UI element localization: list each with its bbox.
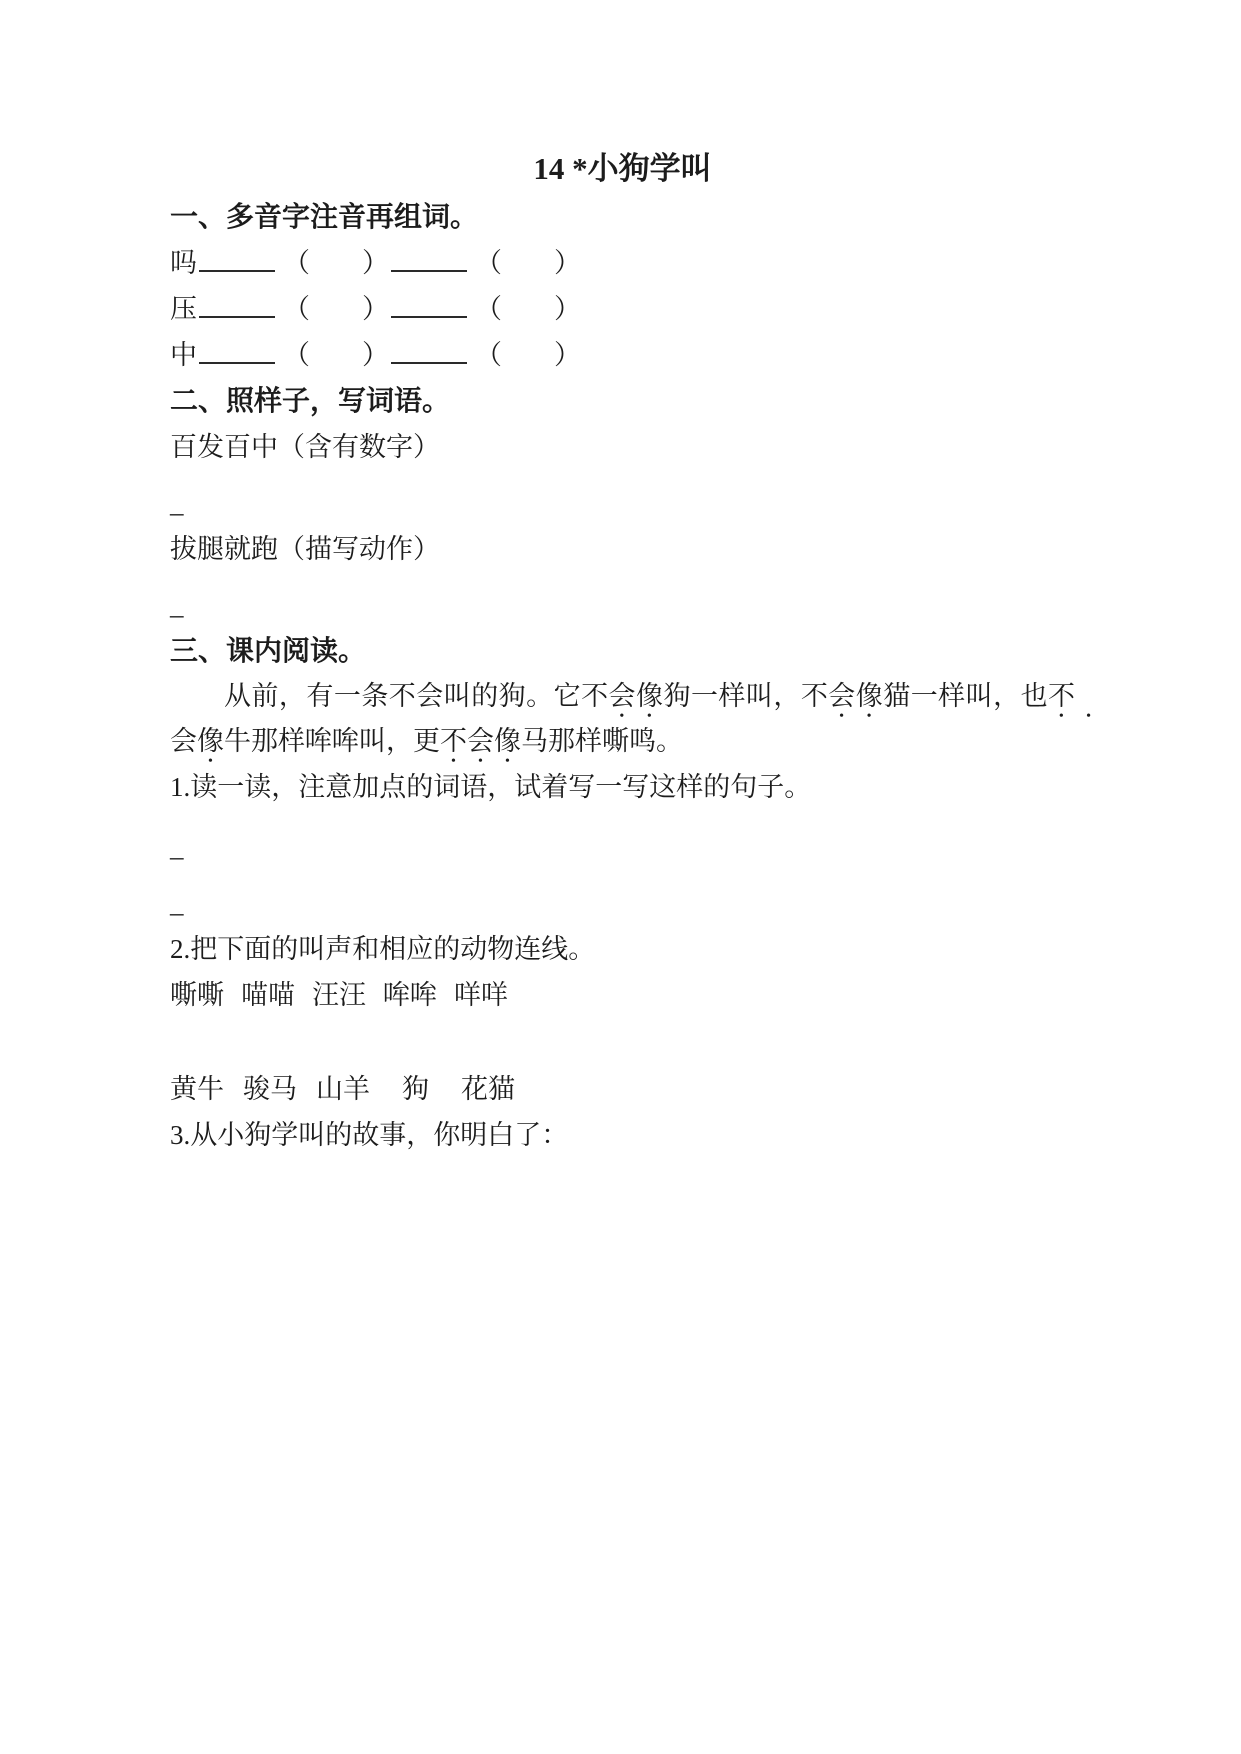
bracket-close: ） bbox=[362, 340, 389, 370]
sound-word: 哞哞 bbox=[383, 980, 437, 1010]
bracket-open: （ bbox=[283, 340, 310, 370]
emphasized-char: 会 bbox=[608, 681, 637, 711]
blank-underline bbox=[199, 357, 275, 364]
blank-answer-line: _ bbox=[170, 832, 184, 862]
bracket-close: ） bbox=[554, 248, 581, 278]
sound-word: 嘶嘶 bbox=[170, 980, 224, 1010]
blank-underline bbox=[199, 265, 275, 272]
animal-word: 骏马 bbox=[243, 1074, 297, 1104]
passage-text: 像牛那样哞哞叫， bbox=[197, 726, 413, 756]
animal-word: 狗 bbox=[402, 1074, 429, 1104]
emphasized-char: 更 bbox=[413, 726, 440, 756]
bracket-open: （ bbox=[283, 248, 310, 278]
emphasized-char: 不 bbox=[440, 726, 467, 756]
animal-names-row bbox=[170, 1066, 1075, 1112]
section-one-heading: 一、多音字注音再组词。 bbox=[170, 201, 479, 232]
section-two-heading: 二、照样子，写词语。 bbox=[170, 385, 451, 416]
reading-passage bbox=[170, 674, 1075, 764]
polyphone-row bbox=[170, 332, 1075, 378]
bracket-close: ） bbox=[554, 294, 581, 324]
blank-underline bbox=[391, 311, 467, 318]
bracket-close: ） bbox=[362, 294, 389, 324]
animal-word: 黄牛 bbox=[170, 1074, 224, 1104]
polyphone-row bbox=[170, 240, 1075, 286]
bracket-open: （ bbox=[475, 248, 502, 278]
bracket-open: （ bbox=[475, 294, 502, 324]
emphasized-char: 会 bbox=[467, 726, 494, 756]
emphasized-char: 会 bbox=[828, 681, 856, 711]
emphasized-char: 不 bbox=[800, 681, 829, 711]
example-number-phrase: 百发百中（含有数字） bbox=[170, 432, 440, 462]
question-3: 3.从小狗学叫的故事，你明白了： bbox=[170, 1120, 569, 1150]
blank-answer-line: _ bbox=[170, 888, 184, 918]
animal-word: 花猫 bbox=[461, 1074, 515, 1104]
bracket-open: （ bbox=[475, 340, 502, 370]
sound-word: 喵喵 bbox=[241, 980, 295, 1010]
question-2: 2.把下面的叫声和相应的动物连线。 bbox=[170, 934, 596, 964]
blank-answer-line: _ bbox=[170, 590, 184, 620]
emphasized-char: 会 bbox=[170, 726, 197, 756]
question-1: 1.读一读，注意加点的词语，试着写一写这样的句子。 bbox=[170, 772, 812, 802]
emphasized-char: 也 bbox=[1020, 681, 1049, 711]
emphasized-char: 不 bbox=[581, 681, 609, 711]
polyphone-char: 中 bbox=[170, 340, 197, 370]
polyphone-rows bbox=[170, 240, 1075, 378]
animal-sounds-row bbox=[170, 972, 1075, 1018]
polyphone-char: 压 bbox=[170, 294, 197, 324]
example-action-phrase: 拔腿就跑（描写动作） bbox=[170, 534, 440, 564]
bracket-open: （ bbox=[283, 294, 310, 324]
section-three-heading: 三、课内阅读。 bbox=[170, 635, 367, 666]
blank-underline bbox=[391, 265, 467, 272]
passage-text: 像狗一样叫， bbox=[636, 681, 801, 711]
bracket-close: ） bbox=[362, 248, 389, 278]
bracket-close: ） bbox=[554, 340, 581, 370]
sound-word: 汪汪 bbox=[312, 980, 366, 1010]
blank-underline bbox=[391, 357, 467, 364]
emphasized-char: 不 bbox=[1048, 681, 1076, 711]
passage-text: 像猫一样叫， bbox=[855, 681, 1021, 711]
polyphone-row bbox=[170, 286, 1075, 332]
blank-answer-line: _ bbox=[170, 488, 184, 518]
page-title: 14 *小狗学叫 bbox=[533, 151, 712, 186]
blank-underline bbox=[199, 311, 275, 318]
animal-word: 山羊 bbox=[316, 1074, 370, 1104]
polyphone-char: 吗 bbox=[170, 248, 197, 278]
passage-text: 像马那样嘶鸣。 bbox=[494, 726, 683, 756]
passage-text: 从前，有一条不会叫的狗。它 bbox=[224, 681, 582, 711]
sound-word: 咩咩 bbox=[454, 980, 508, 1010]
